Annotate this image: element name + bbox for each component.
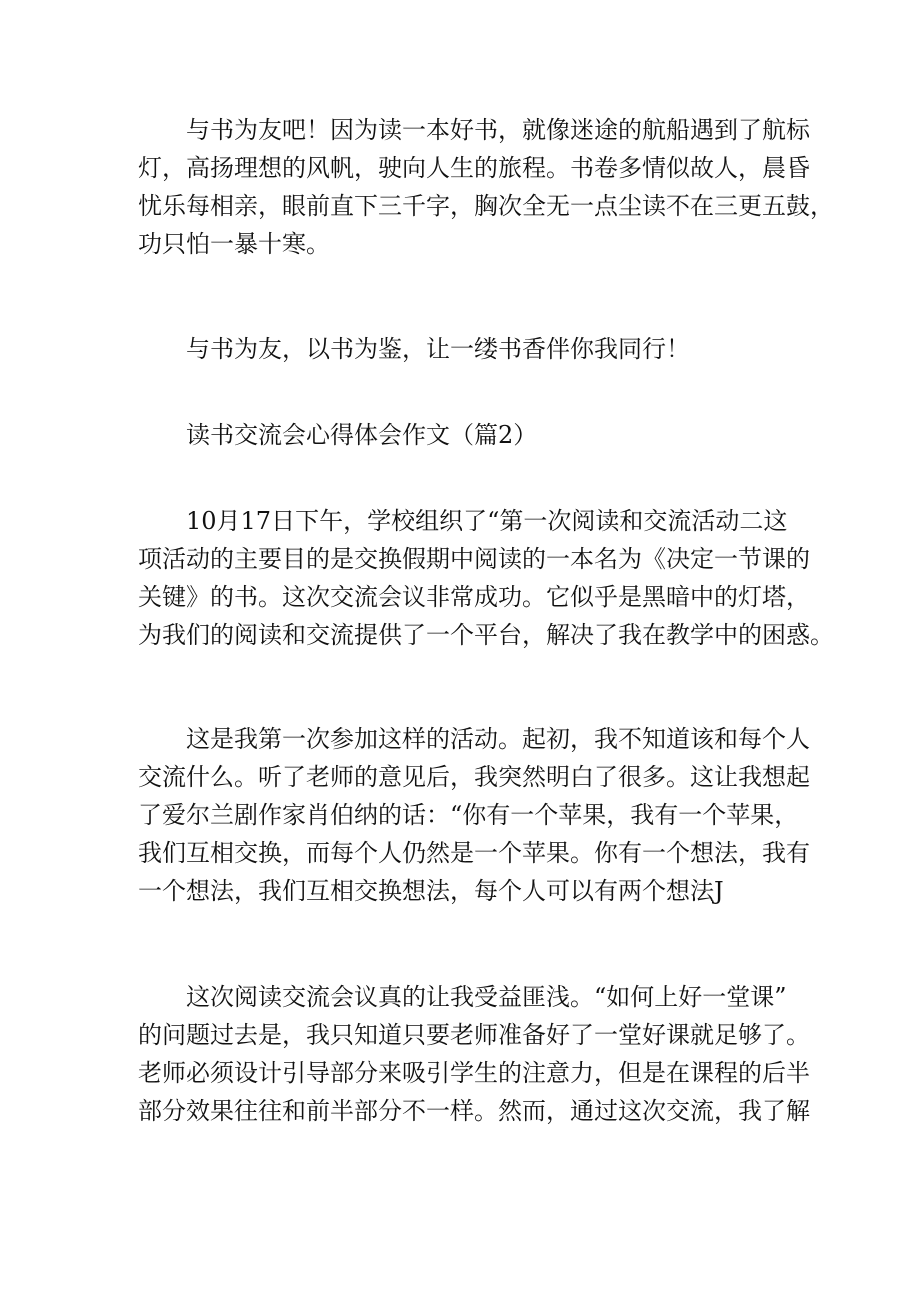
paragraph-line: 与书为友吧！因为读一本好书，就像迷途的航船遇到了航标	[186, 116, 810, 144]
paragraph-line: 老师必须设计引导部分来吸引学生的注意力，但是在课程的后半	[138, 1059, 810, 1087]
paragraph-line: 一个想法，我们互相交换想法，每个人可以有两个想法J	[138, 877, 724, 905]
paragraph-line: 部分效果往往和前半部分不一样。然而，通过这次交流，我了解	[138, 1097, 810, 1125]
paragraph-line: 与书为友，以书为鉴，让一缕书香伴你我同行！	[186, 335, 690, 363]
paragraph-line: 功只怕一暴十寒。	[138, 230, 330, 258]
paragraph-line: 了爱尔兰剧作家肖伯纳的话：“你有一个苹果，我有一个苹果，	[138, 801, 799, 829]
paragraph-line: 忧乐每相亲，眼前直下三千字，胸次全无一点尘读不在三更五鼓，	[138, 192, 834, 220]
paragraph-line: 交流什么。听了老师的意见后，我突然明白了很多。这让我想起	[138, 763, 810, 791]
paragraph-1	[138, 111, 834, 263]
paragraph-3	[138, 502, 834, 654]
paragraph-line: 灯，高扬理想的风帆，驶向人生的旅程。书卷多情似故人，晨昏	[138, 154, 810, 182]
paragraph-line: 10月17日下午，学校组织了“第一次阅读和交流活动二这	[186, 507, 788, 535]
paragraph-line: 这是我第一次参加这样的活动。起初，我不知道该和每个人	[186, 725, 810, 753]
paragraph-5	[138, 978, 810, 1130]
paragraph-line: 这次阅读交流会议真的让我受益匪浅。“如何上好一堂课”	[186, 983, 787, 1011]
paragraph-line: 为我们的阅读和交流提供了一个平台，解决了我在教学中的困惑。	[138, 621, 834, 649]
paragraph-4	[138, 720, 810, 910]
section-heading: 读书交流会心得体会作文（篇2）	[186, 421, 538, 449]
paragraph-line: 的问题过去是，我只知道只要老师准备好了一堂好课就足够了。	[138, 1021, 810, 1049]
paragraph-line: 我们互相交换，而每个人仍然是一个苹果。你有一个想法，我有	[138, 839, 810, 867]
paragraph-line: 关键》的书。这次交流会议非常成功。它似乎是黑暗中的灯塔，	[138, 583, 810, 611]
paragraph-line: 项活动的主要目的是交换假期中阅读的一本名为《决定一节课的	[138, 545, 810, 573]
paragraph-2	[138, 330, 798, 368]
